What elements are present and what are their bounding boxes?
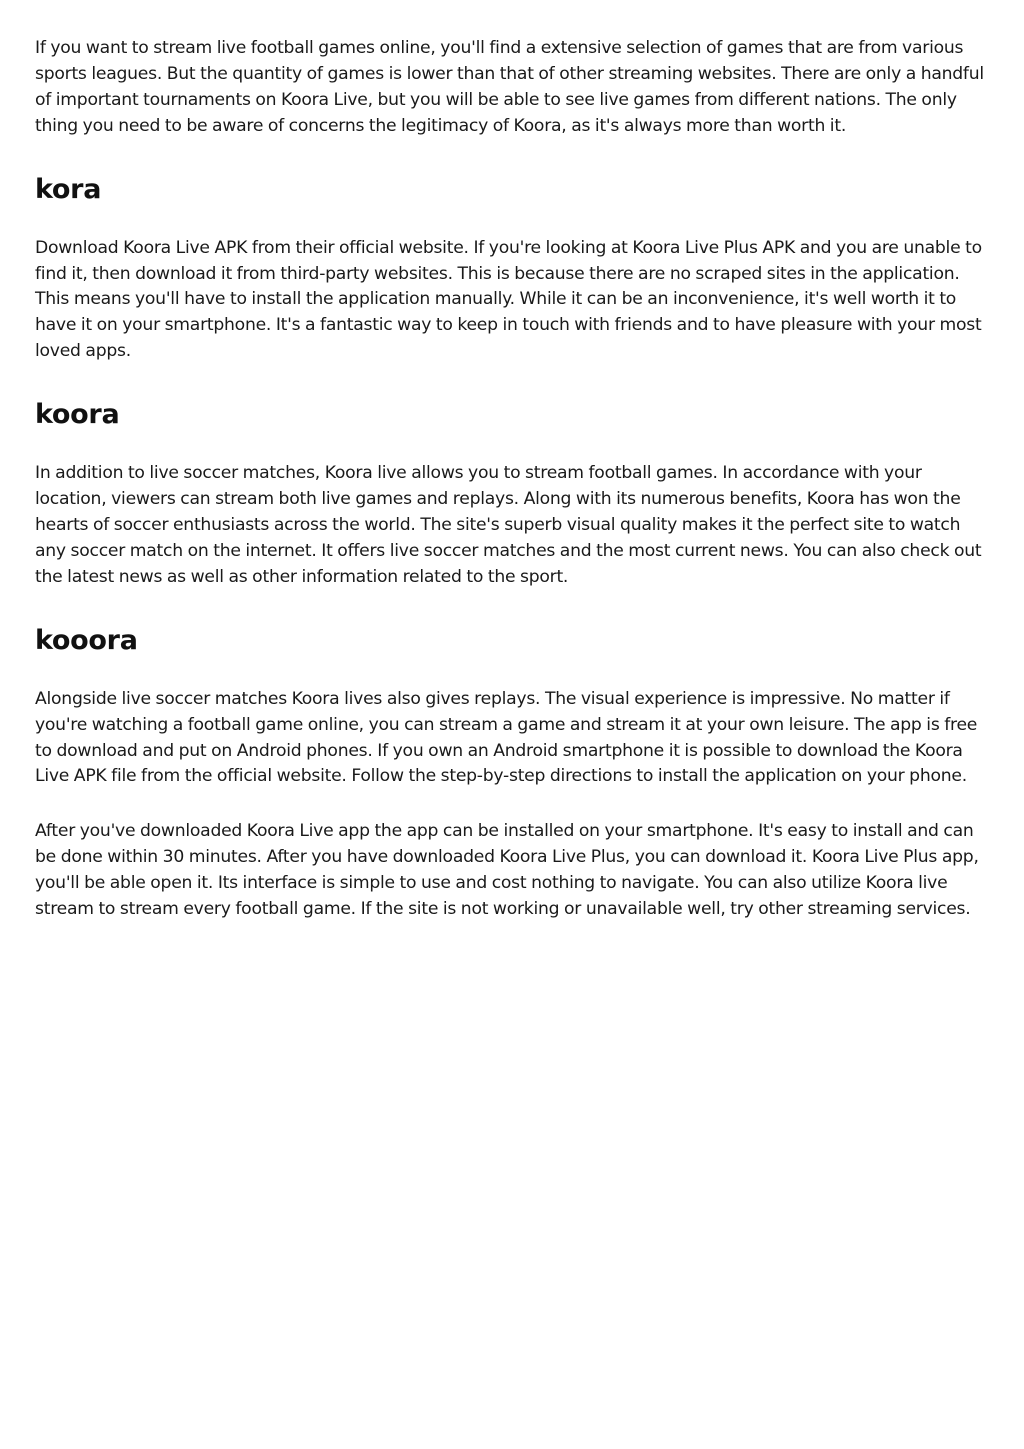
- section-heading-kora: kora: [35, 173, 102, 205]
- section-heading-koora: koora: [35, 399, 120, 431]
- kora-paragraph: Download Koora Live APK from their official website. If you're looking at Koora Live Plus APK and you are unable to find it, then download it from third-party websites. This is because there are no scraped sites in the application. This means you'll have to install the application manually. While it can be an inconvenience, it's well worth it to have it on your smartphone. It's a fantastic way to keep in touch with friends and to have pleasure with your most loved apps.: [35, 237, 982, 362]
- kooora-paragraph: Alongside live soccer matches Koora lives also gives replays. The visual experience is impressive. No matter if you're watching a football game online, you can stream a game and stream it at your own leisure. The app is free to download and put on Android phones. If you own an Android smartphone it is possible to download the Koora Live APK file from the official website. Follow the step-by-step directions to install the application on your phone.: [35, 688, 978, 787]
- koora-paragraph: In addition to live soccer matches, Koora live allows you to stream football games. In accordance with your location, viewers can stream both live games and replays. Along with its numerous benefits, Koora has won the hearts of soccer enthusiasts across the world. The site's superb visual quality makes it the perfect site to watch any soccer match on the internet. It offers live soccer matches and the most current news. You can also check out the latest news as well as other information related to the sport.: [35, 463, 982, 587]
- article-body: [35, 36, 990, 923]
- intro-paragraph: If you want to stream live football games online, you'll find a extensive selection of games that are from various sports leagues. But the quantity of games is lower than that of other streaming websites. There are only a handful of important tournaments on Koora Live, but you will be able to see live games from different nations. The only thing you need to be aware of concerns the legitimacy of Koora, as it's always more than worth it.: [35, 38, 984, 136]
- closing-paragraph: After you've downloaded Koora Live app the app can be installed on your smartphone. It's easy to install and can be done within 30 minutes. After you have downloaded Koora Live Plus, you can download it. Koora Live Plus app, you'll be able open it. Its interface is simple to use and cost nothing to navigate. You can also utilize Koora live stream to stream every football game. If the site is not working or unavailable well, try other streaming services.: [35, 821, 979, 920]
- section-heading-kooora: kooora: [35, 624, 138, 656]
